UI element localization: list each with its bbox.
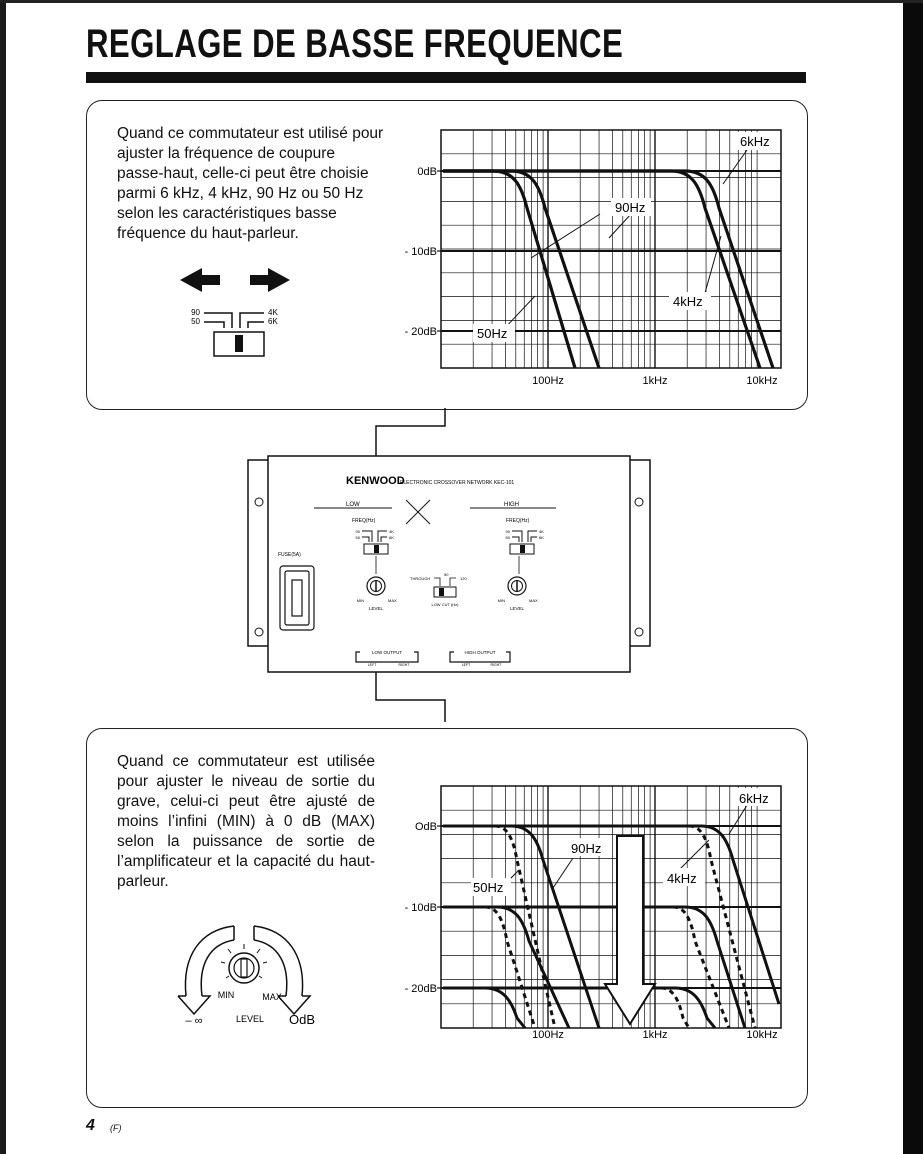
y-label-minus20db: - 20dB [404, 983, 437, 995]
high-sw-label-6k: 6K [539, 535, 544, 540]
device-fuse-label: FUSE(5A) [278, 552, 301, 558]
bottom-panel-description: Quand ce commutateur est utilisée pour ajuster le niveau de sortie du grave, celui-ci peut être ajusté de moins l’infini (MIN) à 0 dB (MAX) selon la puissance de sortie de l’amplificateur et la capacité du haut-parleur. [117, 753, 375, 890]
device-model: ELECTRONIC CROSSOVER NETWORK KEC-101 [400, 480, 515, 486]
low-sw-label-4k: 4K [389, 529, 394, 534]
x-label-100hz: 100Hz [532, 375, 564, 387]
curve-6khz-minus20db [443, 988, 715, 1028]
knob-odb-label: OdB [288, 1012, 316, 1027]
double-arrow-icon [180, 268, 290, 292]
low-sw-label-90: 90 [355, 529, 360, 534]
title-underline-bar [86, 72, 806, 83]
switch-label-4k: 4K [268, 308, 278, 317]
bottom-level-response-graph [385, 778, 785, 1050]
device-chassis [248, 456, 650, 672]
device-low-label: LOW [346, 502, 360, 508]
device-brand: KENWOOD [346, 475, 405, 487]
high-output-right: RIGHT [490, 663, 502, 667]
page-title: REGLAGE DE BASSE FREQUENCE [86, 22, 624, 66]
curve-90hz-0db [443, 826, 602, 1028]
level-knob-illustration [168, 916, 328, 1036]
top-panel-description: Quand ce commutateur est utilisé pour ajuster la fréquence de coupure passe-haut, celle-ci peut être choisie parmi 6 kHz, 4 kHz, 90 Hz ou 50 Hz selon les caractéristiques basse fréquence du haut-parleur. [117, 125, 384, 242]
low-output-label: LOW OUTPUT [372, 650, 402, 655]
switch-label-90: 90 [191, 308, 200, 317]
knob-level-label: LEVEL [235, 1014, 265, 1024]
high-sw-label-4k: 4K [539, 529, 544, 534]
y-label-minus10db: - 10dB [404, 246, 437, 258]
y-axis-labels [405, 166, 437, 338]
fuse-holder [280, 566, 314, 630]
rotate-arrow-left-icon [178, 926, 234, 1014]
y-axis-labels [405, 821, 437, 995]
x-axis-labels [532, 375, 777, 387]
high-output-left: LEFT [461, 663, 471, 667]
language-code: (F) [110, 1123, 122, 1133]
y-label-0db: OdB [414, 821, 437, 833]
x-label-100hz: 100Hz [532, 1029, 564, 1041]
response-curves [443, 826, 779, 1028]
device-freq-high: FREQ(Hz) [506, 518, 530, 524]
callout-labels [473, 132, 779, 342]
high-knob-max: MAX [529, 598, 538, 603]
device-low-cut-label: LOW CUT (Hz) [431, 602, 459, 607]
callout-4khz: 4kHz [667, 871, 697, 886]
dashed-curve-4khz-minus10db [673, 907, 729, 1028]
device-through-label: THROUGH [410, 576, 431, 581]
callout-50hz: 50Hz [473, 880, 504, 895]
callout-6khz: 6kHz [740, 134, 770, 149]
dashed-curve-50hz-minus10db [485, 907, 535, 1028]
knob-max-label: MAX [262, 992, 282, 1002]
low-output-left: LEFT [367, 663, 377, 667]
low-knob-max: MAX [388, 598, 397, 603]
curve-90hz [443, 171, 599, 368]
high-level-knob[interactable] [508, 577, 526, 595]
x-label-1khz: 1kHz [642, 1029, 668, 1041]
x-axis-labels [532, 1029, 777, 1041]
curve-90hz-minus10db [443, 907, 569, 1028]
y-label-minus10db: - 10dB [404, 902, 437, 914]
high-output-label: HIGH OUTPUT [464, 650, 496, 655]
low-cut-label-50: 50 [444, 572, 449, 577]
dashed-curve-4khz-minus20db [661, 988, 689, 1028]
knob-minus-infinity: – ∞ [185, 1015, 203, 1027]
callout-90hz: 90Hz [615, 200, 646, 215]
callout-6khz: 6kHz [739, 791, 769, 806]
high-sw-label-90: 90 [505, 529, 510, 534]
page-edge-shadow [903, 0, 923, 1154]
switch-slider [235, 335, 243, 352]
callout-90hz: 90Hz [571, 841, 602, 856]
device-freq-low: FREQ(Hz) [352, 518, 376, 524]
page-number: 4 [86, 1117, 95, 1134]
top-frequency-response-graph [385, 118, 785, 390]
high-knob-min: MIN [497, 598, 505, 603]
low-output-right: RIGHT [398, 663, 410, 667]
low-sw-label-6k: 6K [389, 535, 394, 540]
low-knob-level: LEVEL [368, 606, 384, 611]
x-label-10khz: 10kHz [746, 375, 778, 387]
low-knob-min: MIN [356, 598, 364, 603]
crossover-device-illustration [244, 404, 654, 724]
knob-icon [221, 944, 267, 983]
high-sw-label-50: 50 [505, 535, 510, 540]
callout-50hz: 50Hz [477, 326, 508, 341]
high-knob-level: LEVEL [509, 606, 525, 611]
device-high-label: HIGH [504, 502, 519, 508]
x-label-10khz: 10kHz [746, 1029, 778, 1041]
low-cut-label-120: 120 [460, 576, 467, 581]
page-top-edge [0, 0, 923, 3]
low-sw-label-50: 50 [355, 535, 360, 540]
switch-label-50: 50 [191, 317, 200, 326]
curve-90hz-minus20db [443, 988, 525, 1028]
low-level-knob[interactable] [367, 577, 385, 595]
y-label-0db: 0dB [417, 166, 437, 178]
switch-label-6k: 6K [268, 317, 278, 326]
knob-min-label: MIN [217, 990, 235, 1000]
y-label-minus20db: - 20dB [404, 326, 437, 338]
freq-switch-illustration [160, 262, 320, 362]
x-label-1khz: 1kHz [642, 375, 668, 387]
callout-4khz: 4kHz [673, 294, 703, 309]
page-left-edge [0, 0, 6, 1154]
